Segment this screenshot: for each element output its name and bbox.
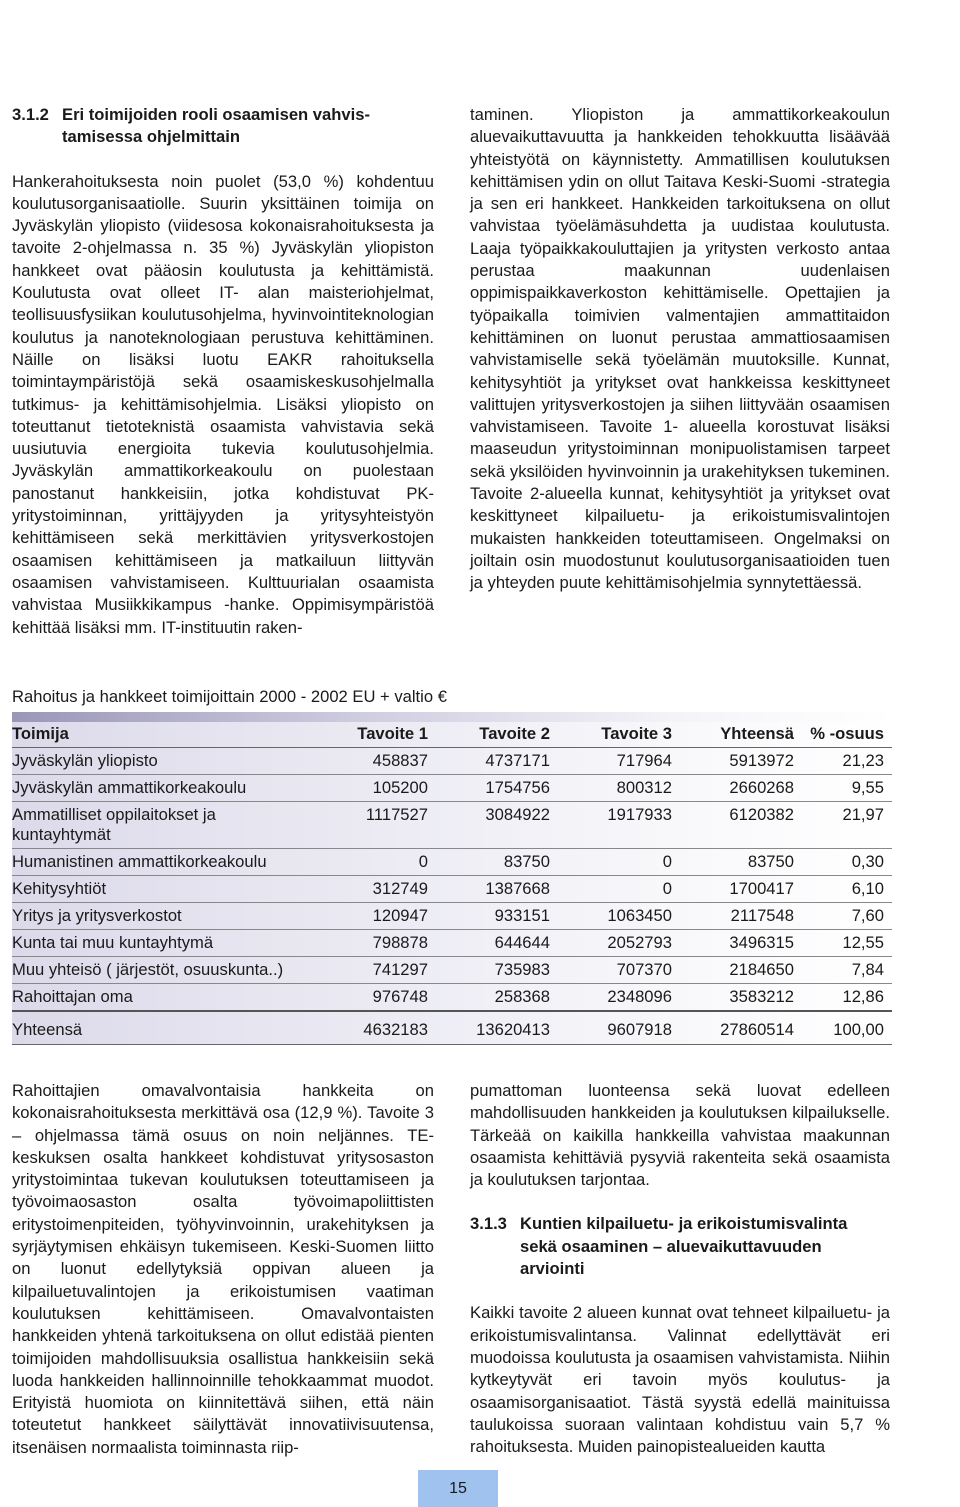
cell-value: 100,00 <box>802 1011 892 1045</box>
cell-value: 458837 <box>324 748 436 775</box>
cell-value: 1063450 <box>558 903 680 930</box>
table-caption: Rahoitus ja hankkeet toimijoittain 2000 - 2002 EU + valtio € <box>12 687 447 706</box>
col-header-osuus: % -osuus <box>802 722 892 748</box>
cell-value: 741297 <box>324 957 436 984</box>
cell-value: 13620413 <box>436 1011 558 1045</box>
cell-value: 312749 <box>324 876 436 903</box>
cell-value: 7,84 <box>802 957 892 984</box>
table-header-band <box>12 712 892 722</box>
cell-toimija: Kunta tai muu kuntayhtymä <box>12 930 324 957</box>
column-bottom-left <box>12 1080 434 1459</box>
col-header-yhteensa: Yhteensä <box>680 722 802 748</box>
section-heading-3-1-2 <box>12 104 434 149</box>
section-title-line-1: Kuntien kilpailuetu- ja erikoistumisvalinta <box>520 1214 848 1234</box>
cell-value: 1754756 <box>436 775 558 802</box>
section-number: 3.1.2 <box>12 105 49 124</box>
column-top-left <box>12 104 434 639</box>
cell-value: 976748 <box>324 984 436 1012</box>
cell-value: 1917933 <box>558 802 680 849</box>
cell-value: 3583212 <box>680 984 802 1012</box>
cell-value: 800312 <box>558 775 680 802</box>
cell-value: 1387668 <box>436 876 558 903</box>
table-total-row <box>12 1011 892 1045</box>
cell-toimija: Muu yhteisö ( järjestöt, osuuskunta..) <box>12 957 324 984</box>
cell-value: 6,10 <box>802 876 892 903</box>
cell-value: 4737171 <box>436 748 558 775</box>
cell-value: 3496315 <box>680 930 802 957</box>
cell-value: 258368 <box>436 984 558 1012</box>
cell-value: 2117548 <box>680 903 802 930</box>
section-title-line-2: sekä osaaminen – aluevaikuttavuuden <box>520 1236 822 1256</box>
cell-value: 798878 <box>324 930 436 957</box>
body-paragraph: taminen. Yliopiston ja ammattikorkeakoulun aluevaikuttavuutta ja hankkeiden tehokkuutta lisäävää yhteistyötä on käynnistetty. Ammatillisen koulutuksen kehittämisen ydin on ollut Taitava Keski-Suomi -strategia ja sen eri hankkeet. Hankkeiden tarkoituksena on ollut vahvistaa työelämäsuhdetta ja uudistaa koulutusta. Laaja työpaikkakouluttajien ja yritysten verkosto antaa perustaa maakunnan uudenlaisen oppimispaikkaverkoston kehittämiselle. Opettajien ja työpaikalla toimivien valmentajien ammattitaidon kehittäminen on luonut perustaa ammattiosaamisen vahvistamiselle sekä työelämän muutoksille. Kunnat, kehitysyhtiöt ja yritykset ovat hankkeissa keskittyneet valittujen yritysverkostojen ja siihen liittyvään osaamisen vahvistamiseen. Tavoite 1- alueella korostuvat lisäksi maaseudun yritystoiminnan monipuolistamisen tarpeet sekä yksilöiden hyvinvoinnin ja urakehityksen tukeminen. Tavoite 2-alueella kunnat, kehitysyhtiöt ja yritykset ovat keskittyneet kilpailuetu- ja erikoistumisvalintojen mukaisten hankkeiden toteuttamiseen. Ongelmaksi on joiltain osin muodostunut koulutusorganisaatioiden tuen ja yhteyden puute kehittämisohjelmia synnytettäessä. <box>470 105 890 593</box>
section-title-line-1: Eri toimijoiden rooli osaamisen vahvis- <box>62 105 370 124</box>
cell-toimija: Yhteensä <box>12 1011 324 1045</box>
col-header-tavoite-3: Tavoite 3 <box>558 722 680 748</box>
cell-value: 83750 <box>680 849 802 876</box>
cell-value: 27860514 <box>680 1011 802 1045</box>
page-number-text: 15 <box>449 1479 467 1497</box>
table-row <box>12 802 892 849</box>
cell-value: 735983 <box>436 957 558 984</box>
table-row <box>12 903 892 930</box>
table-row <box>12 930 892 957</box>
cell-value: 9607918 <box>558 1011 680 1045</box>
cell-value: 1700417 <box>680 876 802 903</box>
col-header-tavoite-1: Tavoite 1 <box>324 722 436 748</box>
cell-value: 4632183 <box>324 1011 436 1045</box>
table-row <box>12 748 892 775</box>
table-row <box>12 957 892 984</box>
cell-value: 0,30 <box>802 849 892 876</box>
column-bottom-right <box>470 1080 890 1458</box>
cell-value: 707370 <box>558 957 680 984</box>
section-number: 3.1.3 <box>470 1214 507 1234</box>
cell-value: 9,55 <box>802 775 892 802</box>
cell-toimija: Kehitysyhtiöt <box>12 876 324 903</box>
page-number <box>418 1470 498 1507</box>
cell-value: 2184650 <box>680 957 802 984</box>
cell-value: 7,60 <box>802 903 892 930</box>
table-row <box>12 849 892 876</box>
section-heading-3-1-3 <box>470 1213 890 1280</box>
cell-value: 0 <box>558 876 680 903</box>
cell-toimija: Humanistinen ammattikorkeakoulu <box>12 849 324 876</box>
cell-value: 2052793 <box>558 930 680 957</box>
column-top-right <box>470 104 890 595</box>
table-row <box>12 876 892 903</box>
cell-value: 21,23 <box>802 748 892 775</box>
body-paragraph: Kaikki tavoite 2 alueen kunnat ovat tehneet kilpailuetu- ja erikoistumisvalintansa. Valinnat edellyttävät eri muodoissa koulutusta ja osaamisen vahvistamista. Niihin kytkeytyvät eri tavoin myös koulutus- ja osaamisorganisaatiot. Tästä syystä edellä mainituissa taulukoissa suoraan valintaan kohdistuu vain 5,7 % rahoituksesta. Muiden painopistealueiden kautta <box>470 1303 890 1457</box>
cell-value: 6120382 <box>680 802 802 849</box>
cell-value: 717964 <box>558 748 680 775</box>
cell-value: 2660268 <box>680 775 802 802</box>
cell-value: 21,97 <box>802 802 892 849</box>
body-paragraph: Hankerahoituksesta noin puolet (53,0 %) kohdentuu koulutusorganisaatiolle. Suurin yksittäinen toimija on Jyväskylän yliopisto (viidesosa kokonaisrahoituksesta ja tavoite 2-ohjelmassa n. 35 %) Jyväskylän yliopiston hankkeet ovat pääosin koulutusta ja kehittämistä. Koulutusta ovat olleet IT- alan maisteriohjelmat, teollisuusfysiikan koulutusohjelma, hyvinvointiteknologian koulutus ja nanoteknologiaan perustuva kehittäminen. Näille on lisäksi luotu EAKR rahoituksella toimintaympäristöjä sekä osaamiskeskusohjelmalla tutkimus- ja kehittämisohjelmia. Lisäksi yliopisto on toteuttanut tietoteknistä osaamista vahvistavia sekä uusiutuvia energioita tukevia koulutusohjelmia. Jyväskylän ammattikorkeakoulu on puolestaan panostanut hankkeisiin, jotka kohdistuvat PK-yritystoiminnan, yrittäjyyden ja yritysyhteistyön kehittämiseen sekä merkittävien yritysverkostojen osaamisen kehittämiseen ja matkailuun liittyvän osaamisen vahvistamiseen. Kulttuurialan osaamista vahvistaa Musiikkikampus -hanke. Oppimisympäristöä kehittää lisäksi mm. IT-instituutin raken- <box>12 171 434 637</box>
cell-value: 12,86 <box>802 984 892 1012</box>
cell-value: 1117527 <box>324 802 436 849</box>
cell-value: 120947 <box>324 903 436 930</box>
cell-value: 5913972 <box>680 748 802 775</box>
cell-toimija: Jyväskylän ammattikorkeakoulu <box>12 775 324 802</box>
table-row <box>12 984 892 1012</box>
cell-toimija: Ammatilliset oppilaitokset ja kuntayhtymät <box>12 802 324 849</box>
body-paragraph: pumattoman luonteensa sekä luovat edelleen mahdollisuuden hankkeiden ja koulutuksen kilpailukselle. Tärkeää on kaikilla hankkeilla vahvistaa maakunnan osaamista kehittäviä pysyviä rakenteita sekä osaamista ja koulutuksen tarjontaa. <box>470 1081 890 1190</box>
section-title-line-2: tamisessa ohjelmittain <box>62 127 240 147</box>
cell-value: 83750 <box>436 849 558 876</box>
cell-toimija: Rahoittajan oma <box>12 984 324 1012</box>
table-header-row <box>12 722 892 748</box>
col-header-toimija: Toimija <box>12 722 324 748</box>
cell-value: 2348096 <box>558 984 680 1012</box>
col-header-tavoite-2: Tavoite 2 <box>436 722 558 748</box>
body-paragraph: Rahoittajien omavalvontaisia hankkeita on kokonaisrahoituksesta merkittävä osa (12,9 %). Tavoite 3 – ohjelmassa tämä osuus on noin neljännes. TE-keskuksen osalta hankkeet kohdistuvat yritysosaston yritystoimintaa tukevan koulutuksen toteuttamiseen ja työvoimaosaston osalta työvoimapoliittisten eritystoimenpiteiden, työhyvinvoinnin, urakehityksen ja syrjäytymisen ehkäisyn tukemiseen. Keski-Suomen liitto on luonut edellytyksiä oppivan alueen ja kilpailuetuvalintojen ja erikoistumisen vaatiman koulutuksen kehittämiseen. Omavalvontaisten hankkeiden yhtenä tarkoituksena on ollut edistää pienten toimijoiden mahdollisuuksia osallistua hankkeisiin sekä luoda hankkeiden hallinnoinnille tehokkaammat muodot. Erityistä huomiota on kiinnitettävä siihen, että näin toteutetut hankkeet säilyttävät innovatiivisuutensa, itsenäisen normaalista toiminnasta riip- <box>12 1081 434 1457</box>
table-row <box>12 775 892 802</box>
cell-value: 12,55 <box>802 930 892 957</box>
cell-value: 105200 <box>324 775 436 802</box>
section-title-line-3: arviointi <box>520 1259 585 1279</box>
cell-toimija: Jyväskylän yliopisto <box>12 748 324 775</box>
cell-value: 933151 <box>436 903 558 930</box>
funding-table <box>12 722 892 1045</box>
cell-value: 3084922 <box>436 802 558 849</box>
cell-value: 644644 <box>436 930 558 957</box>
cell-toimija: Yritys ja yritysverkostot <box>12 903 324 930</box>
cell-value: 0 <box>558 849 680 876</box>
cell-value: 0 <box>324 849 436 876</box>
